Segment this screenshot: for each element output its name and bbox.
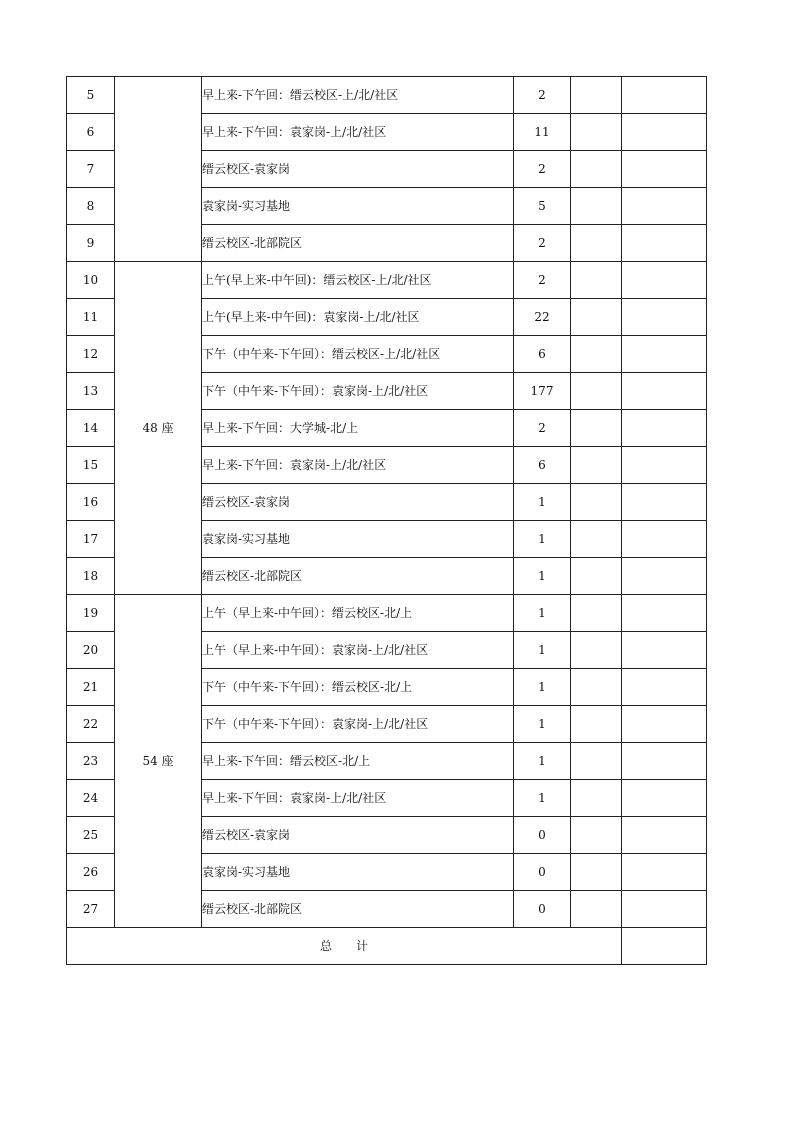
row-number: 17 (67, 521, 115, 558)
schedule-table-body (67, 77, 707, 965)
route-cell: 早上来-下午回：袁家岗-上/北/社区 (202, 114, 514, 151)
route-cell: 袁家岗-实习基地 (202, 854, 514, 891)
blank-cell (622, 188, 707, 225)
row-number: 24 (67, 780, 115, 817)
row-number: 16 (67, 484, 115, 521)
route-cell: 缙云校区-北部院区 (202, 558, 514, 595)
route-cell: 缙云校区-北部院区 (202, 225, 514, 262)
blank-cell (622, 410, 707, 447)
row-number: 19 (67, 595, 115, 632)
count-cell: 1 (514, 669, 571, 706)
row-number: 12 (67, 336, 115, 373)
count-cell: 6 (514, 336, 571, 373)
count-cell: 6 (514, 447, 571, 484)
table-row (67, 262, 707, 299)
blank-cell (571, 299, 622, 336)
count-cell: 5 (514, 188, 571, 225)
blank-cell (571, 780, 622, 817)
row-number: 13 (67, 373, 115, 410)
route-cell: 早上来-下午回：大学城-北/上 (202, 410, 514, 447)
count-cell: 1 (514, 484, 571, 521)
schedule-table (66, 76, 707, 965)
blank-cell (571, 373, 622, 410)
blank-cell (571, 521, 622, 558)
table-row (67, 595, 707, 632)
blank-cell (622, 77, 707, 114)
blank-cell (571, 595, 622, 632)
route-cell: 早上来-下午回：缙云校区-北/上 (202, 743, 514, 780)
count-cell: 1 (514, 706, 571, 743)
route-cell: 下午（中午来-下午回）：缙云校区-北/上 (202, 669, 514, 706)
route-cell: 袁家岗-实习基地 (202, 188, 514, 225)
blank-cell (622, 336, 707, 373)
blank-cell (622, 558, 707, 595)
route-cell: 缙云校区-袁家岗 (202, 817, 514, 854)
blank-cell (622, 299, 707, 336)
row-number: 20 (67, 632, 115, 669)
count-cell: 2 (514, 77, 571, 114)
row-number: 10 (67, 262, 115, 299)
route-cell: 缙云校区-袁家岗 (202, 484, 514, 521)
row-number: 23 (67, 743, 115, 780)
route-cell: 下午（中午来-下午回）：袁家岗-上/北/社区 (202, 373, 514, 410)
count-cell: 2 (514, 262, 571, 299)
count-cell: 22 (514, 299, 571, 336)
blank-cell (571, 817, 622, 854)
route-cell: 早上来-下午回：缙云校区-上/北/社区 (202, 77, 514, 114)
blank-cell (622, 447, 707, 484)
count-cell: 11 (514, 114, 571, 151)
blank-cell (622, 632, 707, 669)
row-number: 26 (67, 854, 115, 891)
blank-cell (622, 151, 707, 188)
count-cell: 2 (514, 225, 571, 262)
count-cell: 1 (514, 558, 571, 595)
blank-cell (622, 595, 707, 632)
blank-cell (622, 743, 707, 780)
blank-cell (622, 854, 707, 891)
row-number: 15 (67, 447, 115, 484)
blank-cell (571, 336, 622, 373)
blank-cell (622, 706, 707, 743)
route-cell: 早上来-下午回：袁家岗-上/北/社区 (202, 447, 514, 484)
blank-cell (571, 558, 622, 595)
blank-cell (571, 262, 622, 299)
blank-cell (622, 891, 707, 928)
vehicle-group-cell: 48 座 (115, 262, 202, 595)
row-number: 9 (67, 225, 115, 262)
count-cell: 1 (514, 595, 571, 632)
route-cell: 缙云校区-北部院区 (202, 891, 514, 928)
blank-cell (571, 854, 622, 891)
route-cell: 下午（中午来-下午回）：袁家岗-上/北/社区 (202, 706, 514, 743)
row-number: 11 (67, 299, 115, 336)
blank-cell (571, 447, 622, 484)
row-number: 7 (67, 151, 115, 188)
row-number: 27 (67, 891, 115, 928)
blank-cell (571, 706, 622, 743)
blank-cell (571, 151, 622, 188)
blank-cell (571, 743, 622, 780)
blank-cell (622, 669, 707, 706)
route-cell: 上午(早上来-中午回)：袁家岗-上/北/社区 (202, 299, 514, 336)
count-cell: 1 (514, 780, 571, 817)
blank-cell (571, 669, 622, 706)
count-cell: 0 (514, 817, 571, 854)
route-cell: 上午(早上来-中午回)：缙云校区-上/北/社区 (202, 262, 514, 299)
count-cell: 0 (514, 891, 571, 928)
blank-cell (571, 114, 622, 151)
count-cell: 177 (514, 373, 571, 410)
row-number: 14 (67, 410, 115, 447)
route-cell: 缙云校区-袁家岗 (202, 151, 514, 188)
vehicle-group-cell: 54 座 (115, 595, 202, 928)
row-number: 22 (67, 706, 115, 743)
count-cell: 1 (514, 743, 571, 780)
blank-cell (571, 188, 622, 225)
row-number: 21 (67, 669, 115, 706)
blank-cell (622, 521, 707, 558)
row-number: 6 (67, 114, 115, 151)
row-number: 5 (67, 77, 115, 114)
row-number: 25 (67, 817, 115, 854)
route-cell: 下午（中午来-下午回）：缙云校区-上/北/社区 (202, 336, 514, 373)
row-number: 8 (67, 188, 115, 225)
count-cell: 0 (514, 854, 571, 891)
blank-cell (622, 225, 707, 262)
blank-cell (571, 410, 622, 447)
count-cell: 1 (514, 632, 571, 669)
blank-cell (571, 632, 622, 669)
vehicle-group-cell (115, 77, 202, 262)
blank-cell (622, 262, 707, 299)
blank-cell (571, 225, 622, 262)
total-value-cell (622, 928, 707, 965)
blank-cell (622, 114, 707, 151)
blank-cell (571, 77, 622, 114)
blank-cell (622, 373, 707, 410)
blank-cell (622, 780, 707, 817)
route-cell: 袁家岗-实习基地 (202, 521, 514, 558)
route-cell: 早上来-下午回：袁家岗-上/北/社区 (202, 780, 514, 817)
table-row (67, 77, 707, 114)
blank-cell (622, 817, 707, 854)
count-cell: 1 (514, 521, 571, 558)
total-label-cell (67, 928, 622, 965)
row-number: 18 (67, 558, 115, 595)
route-cell: 上午（早上来-中午回）：缙云校区-北/上 (202, 595, 514, 632)
count-cell: 2 (514, 151, 571, 188)
blank-cell (571, 484, 622, 521)
total-label: 总 计 (319, 939, 368, 953)
count-cell: 2 (514, 410, 571, 447)
blank-cell (571, 891, 622, 928)
total-row (67, 928, 707, 965)
route-cell: 上午（早上来-中午回）：袁家岗-上/北/社区 (202, 632, 514, 669)
blank-cell (622, 484, 707, 521)
